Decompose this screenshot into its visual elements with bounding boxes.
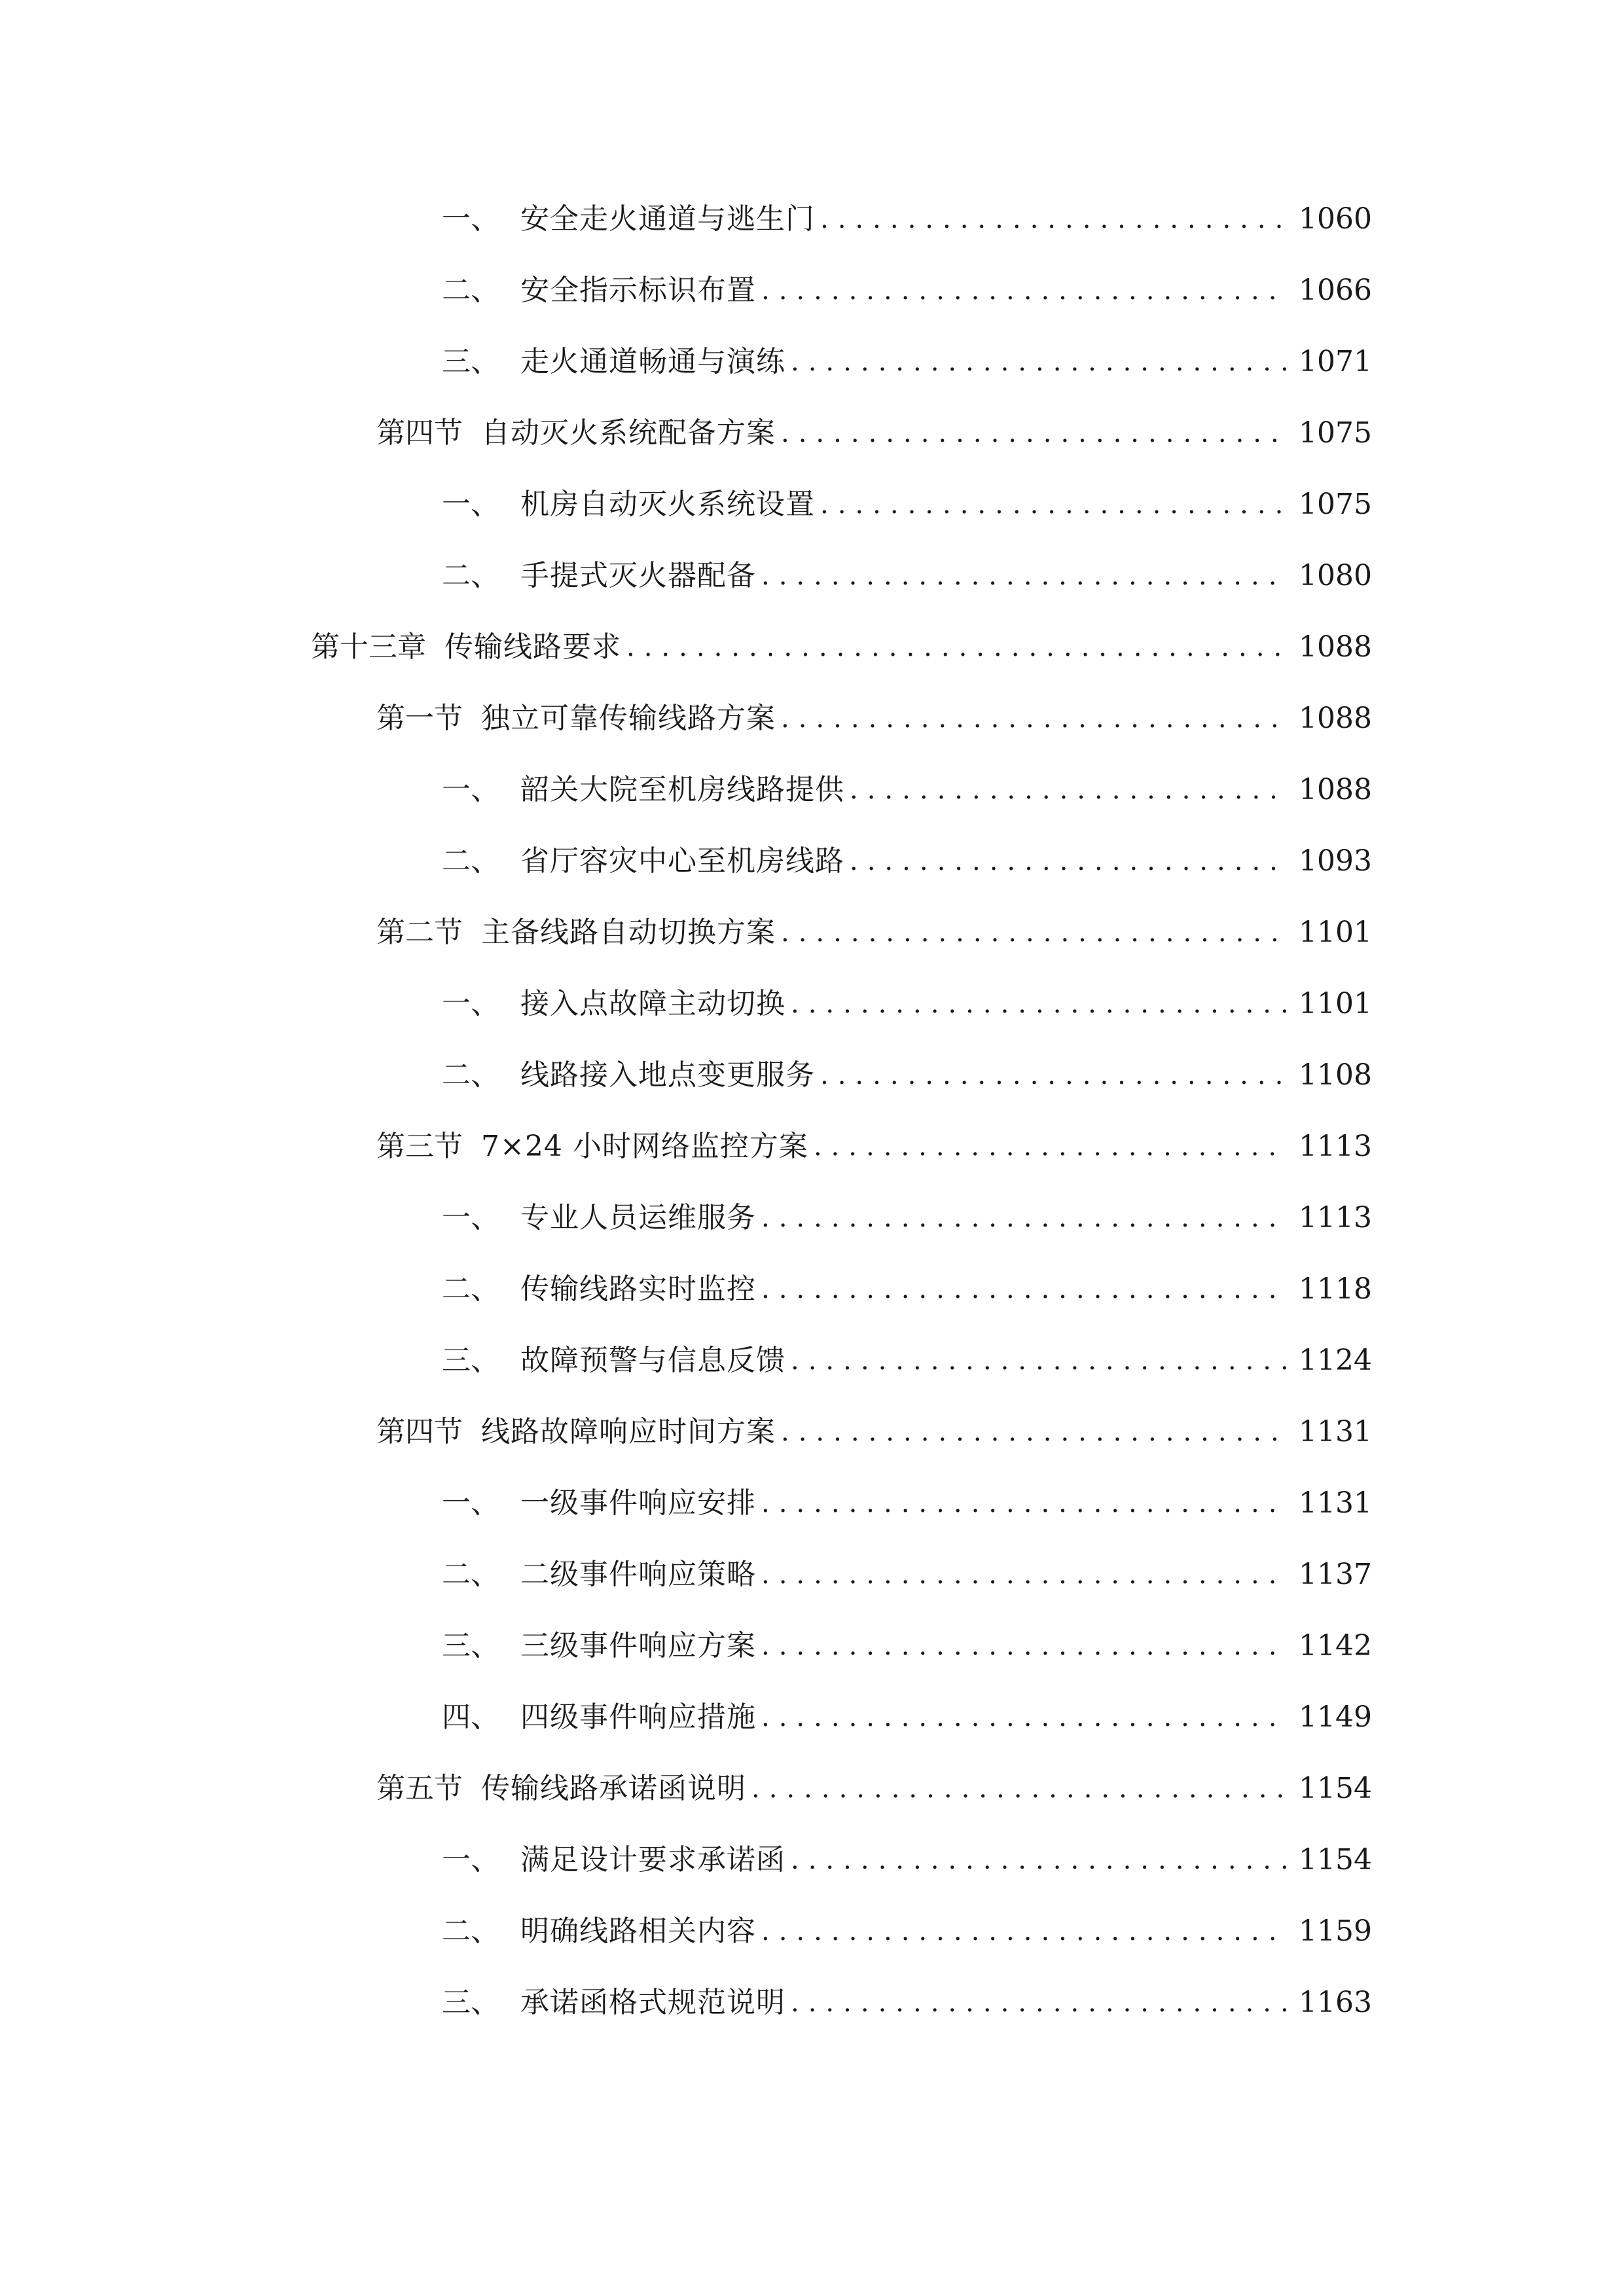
toc-entry-title: 明确线路相关内容 <box>520 1914 756 1948</box>
toc-entry[interactable] <box>442 482 1372 528</box>
dot-leader <box>820 482 1287 528</box>
toc-entry-page: 1088 <box>1299 630 1372 664</box>
dot-leader <box>820 1052 1287 1098</box>
toc-entry-number: 三、 <box>442 1986 499 2019</box>
toc-entry-number: 二、 <box>442 559 499 592</box>
toc-entry[interactable] <box>442 838 1372 884</box>
toc-entry-page: 1088 <box>1299 702 1372 735</box>
toc-entry[interactable] <box>442 1909 1372 1954</box>
toc-entry-title: 承诺函格式规范说明 <box>520 1986 785 2019</box>
toc-entry-number: 第四节 <box>376 1415 463 1448</box>
toc-entry-page: 1071 <box>1299 345 1372 378</box>
toc-entry-title: 二级事件响应策略 <box>520 1558 756 1591</box>
toc-entry-page: 1075 <box>1299 488 1372 521</box>
toc-entry-title: 传输线路要求 <box>444 630 621 664</box>
toc-entry-page: 1075 <box>1299 416 1372 450</box>
toc-entry[interactable] <box>376 696 1372 742</box>
toc-entry-page: 1154 <box>1299 1843 1372 1876</box>
toc-entry-title: 接入点故障主动切换 <box>520 987 785 1020</box>
dot-leader <box>761 1909 1287 1954</box>
toc-entry-page: 1101 <box>1299 987 1372 1020</box>
toc-entry-title: 独立可靠传输线路方案 <box>481 702 776 735</box>
toc-entry-number: 二、 <box>442 1058 499 1092</box>
toc-entry[interactable] <box>442 196 1372 242</box>
toc-entry-page: 1060 <box>1299 202 1372 236</box>
toc-entry-number: 四、 <box>442 1700 499 1734</box>
toc-entry-number: 二、 <box>442 1558 499 1591</box>
toc-entry-page: 1137 <box>1299 1558 1372 1591</box>
toc-entry-title: 故障预警与信息反馈 <box>520 1344 785 1377</box>
dot-leader <box>761 268 1287 314</box>
toc-entry-page: 1131 <box>1299 1415 1372 1448</box>
toc-entry-title: 7×24 小时网络监控方案 <box>481 1130 808 1163</box>
toc-entry[interactable] <box>442 1837 1372 1883</box>
toc-entry-number: 第四节 <box>376 416 463 450</box>
toc-entry-title: 机房自动灭火系统设置 <box>520 488 815 521</box>
toc-entry-page: 1113 <box>1299 1201 1372 1234</box>
toc-entry[interactable] <box>442 981 1372 1027</box>
toc-entry-title: 安全指示标识布置 <box>520 274 756 307</box>
toc-entry-page: 1101 <box>1299 916 1372 949</box>
dot-leader <box>814 1124 1287 1170</box>
toc-entry-title: 一级事件响应安排 <box>520 1486 756 1520</box>
toc-entry[interactable] <box>442 1480 1372 1526</box>
dot-leader <box>781 410 1287 456</box>
toc-entry[interactable] <box>376 410 1372 456</box>
dot-leader <box>791 339 1287 385</box>
dot-leader <box>850 767 1287 813</box>
toc-entry-number: 第二节 <box>376 916 463 949</box>
dot-leader <box>626 624 1287 670</box>
toc-entry-number: 二、 <box>442 1272 499 1306</box>
toc-entry-title: 四级事件响应措施 <box>520 1700 756 1734</box>
toc-entry-title: 线路故障响应时间方案 <box>481 1415 776 1448</box>
toc-entry-title: 线路接入地点变更服务 <box>520 1058 815 1092</box>
dot-leader <box>761 1623 1287 1669</box>
toc-entry-number: 第一节 <box>376 702 463 735</box>
toc-entry-page: 1088 <box>1299 773 1372 806</box>
toc-entry-number: 一、 <box>442 202 499 236</box>
toc-entry[interactable] <box>376 1124 1372 1170</box>
toc-entry-page: 1159 <box>1299 1914 1372 1948</box>
dot-leader <box>761 1480 1287 1526</box>
toc-entry-number: 二、 <box>442 1914 499 1948</box>
toc-entry-page: 1142 <box>1299 1629 1372 1662</box>
toc-entry-page: 1149 <box>1299 1700 1372 1734</box>
toc-entry-page: 1113 <box>1299 1130 1372 1163</box>
toc-entry-number: 第十三章 <box>311 630 426 664</box>
toc-entry-number: 一、 <box>442 1486 499 1520</box>
toc-entry[interactable] <box>442 767 1372 813</box>
dot-leader <box>791 1980 1287 2026</box>
toc-entry-number: 三、 <box>442 345 499 378</box>
dot-leader <box>761 1266 1287 1312</box>
toc-entry-page: 1118 <box>1299 1272 1372 1306</box>
toc-entry-page: 1131 <box>1299 1486 1372 1520</box>
toc-entry[interactable] <box>376 910 1372 956</box>
dot-leader <box>791 1338 1287 1384</box>
toc-entry-title: 传输线路实时监控 <box>520 1272 756 1306</box>
toc-entry-number: 一、 <box>442 987 499 1020</box>
toc-entry[interactable] <box>442 1338 1372 1384</box>
toc-entry-page: 1093 <box>1299 844 1372 878</box>
toc-entry-title: 传输线路承诺函说明 <box>481 1772 746 1805</box>
dot-leader <box>791 981 1287 1027</box>
toc-entry-page: 1080 <box>1299 559 1372 592</box>
toc-entry-page: 1163 <box>1299 1986 1372 2019</box>
toc-entry[interactable] <box>442 1195 1372 1241</box>
toc-entry-number: 二、 <box>442 844 499 878</box>
dot-leader <box>850 838 1287 884</box>
toc-entry[interactable] <box>442 1623 1372 1669</box>
toc-entry-title: 自动灭火系统配备方案 <box>481 416 776 450</box>
toc-entry[interactable] <box>442 1266 1372 1312</box>
toc-entry-page: 1066 <box>1299 274 1372 307</box>
toc-entry-page: 1124 <box>1299 1344 1372 1377</box>
toc-entry[interactable] <box>311 624 1372 670</box>
toc-entry-number: 三、 <box>442 1344 499 1377</box>
toc-entry[interactable] <box>442 1695 1372 1740</box>
toc-entry-number: 第三节 <box>376 1130 463 1163</box>
toc-entry-number: 第五节 <box>376 1772 463 1805</box>
dot-leader <box>761 1195 1287 1241</box>
toc-entry-title: 省厅容灾中心至机房线路 <box>520 844 844 878</box>
toc-entry-page: 1154 <box>1299 1772 1372 1805</box>
toc-entry-page: 1108 <box>1299 1058 1372 1092</box>
dot-leader <box>781 696 1287 742</box>
dot-leader <box>761 1695 1287 1740</box>
toc-entry-number: 一、 <box>442 1843 499 1876</box>
toc-entry-title: 三级事件响应方案 <box>520 1629 756 1662</box>
toc-entry-number: 一、 <box>442 1201 499 1234</box>
toc-entry-number: 一、 <box>442 773 499 806</box>
dot-leader <box>761 1552 1287 1598</box>
toc-entry-title: 手提式灭火器配备 <box>520 559 756 592</box>
toc-entry-title: 走火通道畅通与演练 <box>520 345 785 378</box>
toc-entry-title: 专业人员运维服务 <box>520 1201 756 1234</box>
toc-entry[interactable] <box>376 1409 1372 1455</box>
toc-entry-title: 主备线路自动切换方案 <box>481 916 776 949</box>
toc-entry[interactable] <box>376 1766 1372 1812</box>
toc-entry[interactable] <box>442 339 1372 385</box>
toc-entry-title: 满足设计要求承诺函 <box>520 1843 785 1876</box>
toc-entry[interactable] <box>442 1052 1372 1098</box>
toc-entry[interactable] <box>442 1552 1372 1598</box>
toc-entry-title: 安全走火通道与逃生门 <box>520 202 815 236</box>
toc-entry-number: 一、 <box>442 488 499 521</box>
dot-leader <box>761 553 1287 599</box>
dot-leader <box>751 1766 1287 1812</box>
toc-entry[interactable] <box>442 553 1372 599</box>
dot-leader <box>781 910 1287 956</box>
dot-leader <box>781 1409 1287 1455</box>
dot-leader <box>820 196 1287 242</box>
dot-leader <box>791 1837 1287 1883</box>
toc-entry-title: 韶关大院至机房线路提供 <box>520 773 844 806</box>
toc-entry[interactable] <box>442 268 1372 314</box>
toc-entry-number: 三、 <box>442 1629 499 1662</box>
toc-entry[interactable] <box>442 1980 1372 2026</box>
toc-entry-number: 二、 <box>442 274 499 307</box>
